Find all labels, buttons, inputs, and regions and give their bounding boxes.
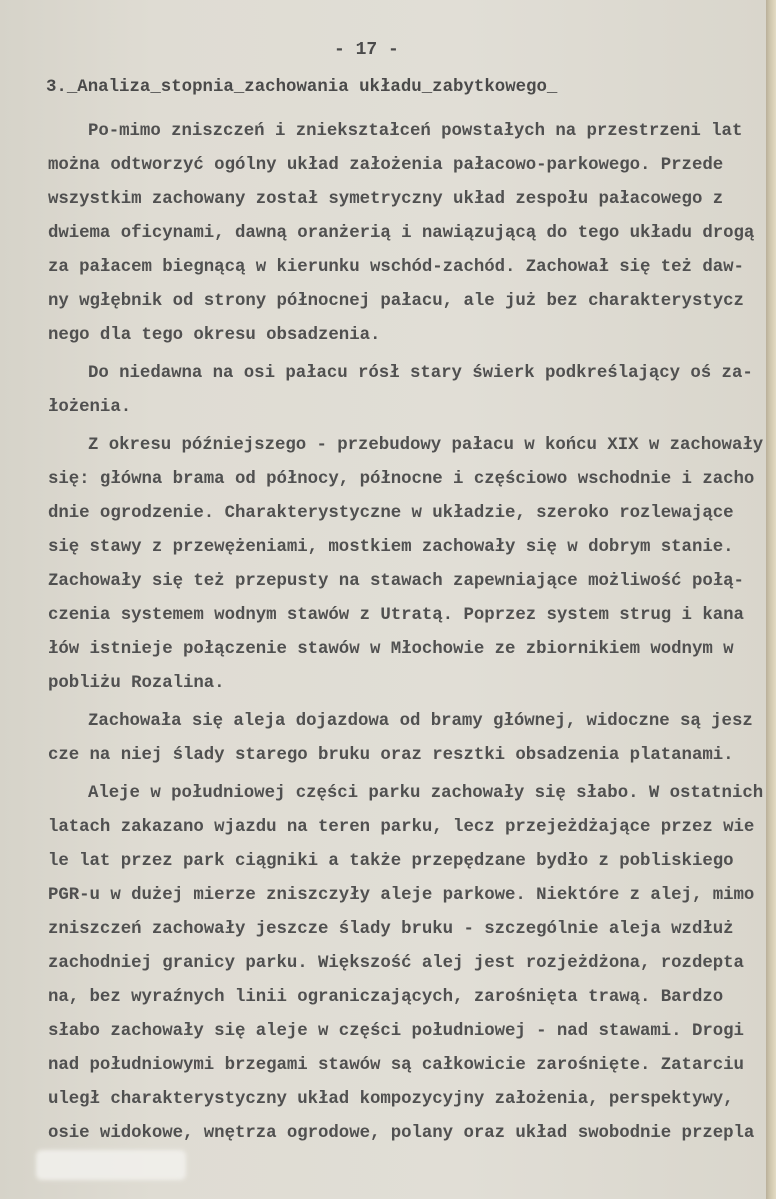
paragraph <box>48 705 768 773</box>
paragraph <box>48 777 768 1151</box>
text-line: dwiema oficynami, dawną oranżerią i nawiązującą do tego układu drogą <box>48 224 755 243</box>
text-line: pobliżu Rozalina. <box>48 674 225 693</box>
text-line: Zachowała się aleja dojazdowa od bramy głównej, widoczne są jesz <box>88 712 753 731</box>
text-line: zachodniej granicy parku. Większość alej jest rozjeżdżona, rozdepta <box>48 954 744 973</box>
text-line: czenia systemem wodnym stawów z Utratą. Poprzez system strug i kana <box>48 606 744 625</box>
text-line: nad południowymi brzegami stawów są całkowicie zarośnięte. Zatarciu <box>48 1056 744 1075</box>
text-line: cze na niej ślady starego bruku oraz resztki obsadzenia platanami. <box>48 746 734 765</box>
text-line: Po-mimo zniszczeń i zniekształceń powstałych na przestrzeni lat <box>88 122 743 141</box>
document-body <box>48 111 768 1151</box>
paragraph <box>48 115 768 353</box>
text-line: Zachowały się też przepusty na stawach zapewniające możliwość połą- <box>48 572 744 591</box>
text-line: osie widokowe, wnętrza ogrodowe, polany oraz układ swobodnie przepla <box>48 1124 755 1143</box>
correction-fluid-mark <box>36 1150 186 1180</box>
page-number: - 17 - <box>334 40 399 60</box>
text-line: można odtworzyć ogólny układ założenia pałacowo-parkowego. Przede <box>48 156 724 175</box>
text-line: Z okresu późniejszego - przebudowy pałacu w końcu XIX w zachowały <box>88 436 764 455</box>
text-line: Do niedawna na osi pałacu rósł stary świerk podkreślający oś za- <box>88 364 753 383</box>
text-line: łożenia. <box>48 398 132 417</box>
paragraph <box>48 429 768 701</box>
page-edge <box>766 0 776 1199</box>
section-heading: 3._Analiza_stopnia_zachowania układu_zabytkowego_ <box>46 78 558 97</box>
text-line: ny wgłębnik od strony północnej pałacu, ale już bez charakterystycz <box>48 292 744 311</box>
text-line: latach zakazano wjazdu na teren parku, lecz przejeżdżające przez wie <box>48 818 755 837</box>
text-line: się: główna brama od północy, północne i częściowo wschodnie i zacho <box>48 470 755 489</box>
text-line: się stawy z przewężeniami, mostkiem zachowały się w dobrym stanie. <box>48 538 734 557</box>
text-line: zniszczeń zachowały jeszcze ślady bruku - szczególnie aleja wzdłuż <box>48 920 734 939</box>
text-line: nego dla tego okresu obsadzenia. <box>48 326 381 345</box>
text-line: le lat przez park ciągniki a także przepędzane bydło z pobliskiego <box>48 852 734 871</box>
paragraph <box>48 357 768 425</box>
text-line: na, bez wyraźnych linii ograniczających, zarośnięta trawą. Bardzo <box>48 988 724 1007</box>
text-line: PGR-u w dużej mierze zniszczyły aleje parkowe. Niektóre z alej, mimo <box>48 886 755 905</box>
text-line: wszystkim zachowany został symetryczny układ zespołu pałacowego z <box>48 190 724 209</box>
text-line: za pałacem biegnącą w kierunku wschód-zachód. Zachował się też daw- <box>48 258 744 277</box>
text-line: słabo zachowały się aleje w części południowej - nad stawami. Drogi <box>48 1022 744 1041</box>
text-line: Aleje w południowej części parku zachowały się słabo. W ostatnich <box>88 784 764 803</box>
text-line: łów istnieje połączenie stawów w Młochowie ze zbiornikiem wodnym w <box>48 640 734 659</box>
text-line: dnie ogrodzenie. Charakterystyczne w układzie, szeroko rozlewające <box>48 504 734 523</box>
text-line: uległ charakterystyczny układ kompozycyjny założenia, perspektywy, <box>48 1090 734 1109</box>
